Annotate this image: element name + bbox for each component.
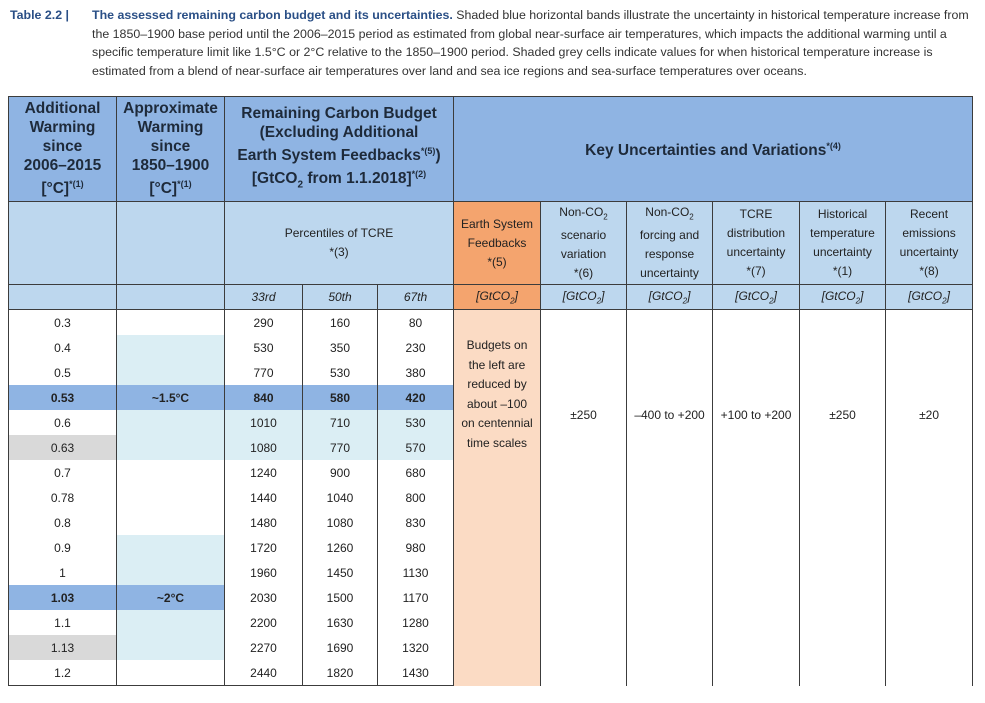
- approx-warming-cell: [117, 335, 225, 360]
- additional-warming-cell: 0.7: [9, 460, 117, 485]
- units-p50: 50th: [303, 285, 378, 310]
- table-row: [9, 310, 973, 336]
- p67-cell: 830: [378, 510, 454, 535]
- p50-cell: 1260: [303, 535, 378, 560]
- p50-cell: 1820: [303, 660, 378, 686]
- p33-cell: 1010: [225, 410, 303, 435]
- p33-cell: 2200: [225, 610, 303, 635]
- p50-cell: 710: [303, 410, 378, 435]
- p50-cell: 1080: [303, 510, 378, 535]
- additional-warming-cell: 0.8: [9, 510, 117, 535]
- p50-cell: 1630: [303, 610, 378, 635]
- additional-warming-cell: 0.53: [9, 385, 117, 410]
- units-p67: 67th: [378, 285, 454, 310]
- p67-cell: 80: [378, 310, 454, 336]
- p67-cell: 1430: [378, 660, 454, 686]
- approx-warming-cell: [117, 485, 225, 510]
- additional-warming-cell: 0.63: [9, 435, 117, 460]
- additional-warming-cell: 1.2: [9, 660, 117, 686]
- p50-cell: 350: [303, 335, 378, 360]
- additional-warming-cell: 0.78: [9, 485, 117, 510]
- header-remaining-carbon-budget: Remaining Carbon Budget (Excluding Additional Earth System Feedbacks$^{*(5)}$) [GtCO$_2$ from 1.1.2018]$^{*(2)}$: [225, 97, 454, 202]
- units-p33: 33rd: [225, 285, 303, 310]
- p67-cell: 1280: [378, 610, 454, 635]
- approx-warming-cell: [117, 660, 225, 686]
- subheader-historical: Historical temperature uncertainty *(1): [800, 202, 886, 285]
- units-historical: [GtCO$_2$]: [800, 285, 886, 310]
- p50-cell: 1450: [303, 560, 378, 585]
- approx-warming-cell: [117, 310, 225, 336]
- p50-cell: 770: [303, 435, 378, 460]
- p67-cell: 530: [378, 410, 454, 435]
- p67-cell: 570: [378, 435, 454, 460]
- caption-title: The assessed remaining carbon budget and its uncertainties.: [92, 8, 453, 22]
- units-nonco2-forcing: [GtCO$_2$]: [627, 285, 713, 310]
- p33-cell: 840: [225, 385, 303, 410]
- additional-warming-cell: 1.1: [9, 610, 117, 635]
- historical-value: ±250: [800, 310, 886, 686]
- p67-cell: 420: [378, 385, 454, 410]
- p33-cell: 2270: [225, 635, 303, 660]
- approx-warming-cell: [117, 635, 225, 660]
- p33-cell: 1440: [225, 485, 303, 510]
- esf-note-cell: Budgets on the left are reduced by about –100 on centennial time scales: [454, 310, 541, 686]
- table-label: Table 2.2 |: [10, 8, 70, 22]
- header-additional-warming: Additional Warming since 2006–2015 $[^\circ C]^{*(1)}$: [9, 97, 117, 202]
- p50-cell: 1500: [303, 585, 378, 610]
- approx-warming-cell: [117, 460, 225, 485]
- approx-warming-cell: [117, 410, 225, 435]
- carbon-budget-table: [8, 96, 973, 686]
- p67-cell: 800: [378, 485, 454, 510]
- subheader-blank-1: [9, 202, 117, 285]
- recent-emissions-value: ±20: [886, 310, 973, 686]
- approx-warming-cell: [117, 435, 225, 460]
- additional-warming-cell: 1.03: [9, 585, 117, 610]
- tcre-value: +100 to +200: [713, 310, 800, 686]
- p33-cell: 770: [225, 360, 303, 385]
- p33-cell: 1480: [225, 510, 303, 535]
- p67-cell: 1170: [378, 585, 454, 610]
- units-esf: [GtCO$_2$]: [454, 285, 541, 310]
- subheader-nonco2-forcing: Non-$CO_2$ forcing and response uncertainty: [627, 202, 713, 285]
- p50-cell: 1040: [303, 485, 378, 510]
- subheader-earth-system-feedbacks: Earth System Feedbacks *(5): [454, 202, 541, 285]
- p33-cell: 1240: [225, 460, 303, 485]
- nonco2-forcing-value: –400 to +200: [627, 310, 713, 686]
- approx-warming-cell: [117, 560, 225, 585]
- caption-body: Shaded blue horizontal bands illustrate the uncertainty in historical temperature increase from the 1850–1900 base period until the 2006–2015 period as estimated from global near-surface air temperatures, which impacts the additional warming until a specific temperature limit like 1.5°C or 2°C relative to the 1850–1900 period. Shaded grey cells indicate values for when historical temperature increase is estimated from a blend of near-surface air temperatures over land and sea ice regions and sea-surface temperatures over oceans.: [92, 8, 969, 78]
- additional-warming-cell: 0.6: [9, 410, 117, 435]
- p67-cell: 1130: [378, 560, 454, 585]
- units-blank-1: [9, 285, 117, 310]
- p67-cell: 980: [378, 535, 454, 560]
- p33-cell: 1720: [225, 535, 303, 560]
- subheader-recent-emissions: Recent emissions uncertainty *(8): [886, 202, 973, 285]
- additional-warming-cell: 0.3: [9, 310, 117, 336]
- units-blank-2: [117, 285, 225, 310]
- p33-cell: 290: [225, 310, 303, 336]
- nonco2-scenario-value: ±250: [541, 310, 627, 686]
- p33-cell: 1960: [225, 560, 303, 585]
- subheader-nonco2-scenario: Non-$CO_2$ scenario variation *(6): [541, 202, 627, 285]
- p33-cell: 530: [225, 335, 303, 360]
- additional-warming-cell: 1.13: [9, 635, 117, 660]
- additional-warming-cell: 0.5: [9, 360, 117, 385]
- p50-cell: 1690: [303, 635, 378, 660]
- approx-warming-cell: ~1.5°C: [117, 385, 225, 410]
- additional-warming-cell: 0.9: [9, 535, 117, 560]
- additional-warming-cell: 0.4: [9, 335, 117, 360]
- p33-cell: 1080: [225, 435, 303, 460]
- p50-cell: 900: [303, 460, 378, 485]
- header-key-uncertainties: Key Uncertainties and Variations$^{*(4)}$: [454, 97, 973, 202]
- approx-warming-cell: [117, 535, 225, 560]
- p67-cell: 1320: [378, 635, 454, 660]
- approx-warming-cell: [117, 360, 225, 385]
- subheader-percentiles: Percentiles of TCRE *(3): [225, 202, 454, 285]
- units-nonco2-scenario: [GtCO$_2$]: [541, 285, 627, 310]
- approx-warming-cell: [117, 610, 225, 635]
- subheader-tcre: TCRE distribution uncertainty *(7): [713, 202, 800, 285]
- p33-cell: 2440: [225, 660, 303, 686]
- p67-cell: 230: [378, 335, 454, 360]
- p67-cell: 680: [378, 460, 454, 485]
- header-approximate-warming: Approximate Warming since 1850–1900 $[^\circ C]^{*(1)}$: [117, 97, 225, 202]
- approx-warming-cell: [117, 510, 225, 535]
- subheader-blank-2: [117, 202, 225, 285]
- additional-warming-cell: 1: [9, 560, 117, 585]
- table-caption: [10, 6, 975, 80]
- p33-cell: 2030: [225, 585, 303, 610]
- units-tcre: [GtCO$_2$]: [713, 285, 800, 310]
- approx-warming-cell: ~2°C: [117, 585, 225, 610]
- p50-cell: 530: [303, 360, 378, 385]
- p50-cell: 160: [303, 310, 378, 336]
- p50-cell: 580: [303, 385, 378, 410]
- p67-cell: 380: [378, 360, 454, 385]
- units-recent: [GtCO$_2$]: [886, 285, 973, 310]
- caption-text: [92, 6, 975, 80]
